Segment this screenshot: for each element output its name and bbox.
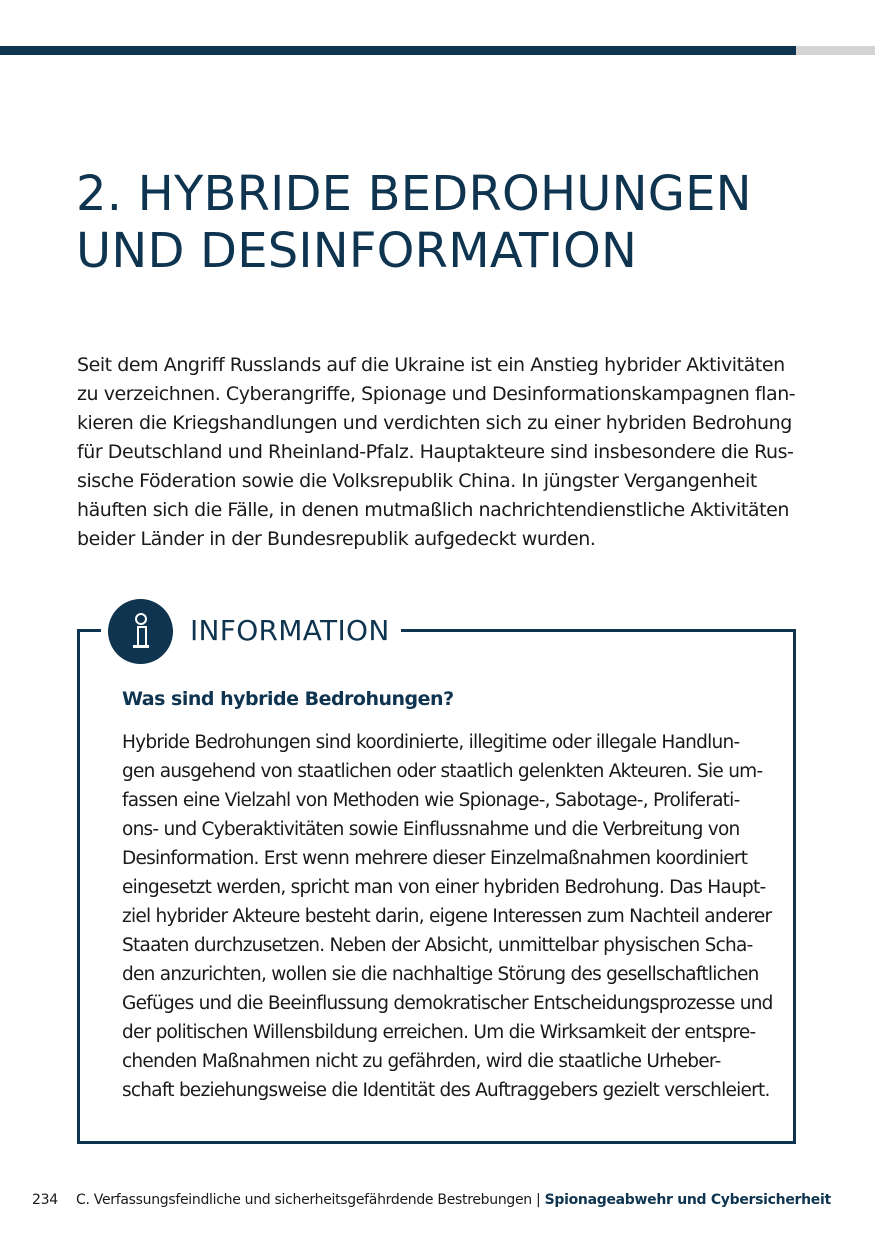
footer-section: Spionageabwehr und Cybersicherheit: [544, 1192, 831, 1208]
info-icon: [108, 599, 173, 664]
page-title: [76, 166, 836, 280]
intro-line: häuften sich die Fälle, in denen mutmaßlich nachrichtendienstliche Aktivitäten: [77, 499, 789, 521]
intro-line: für Deutschland und Rheinland-Pfalz. Hauptakteure sind insbesondere die Rus-: [77, 441, 794, 463]
info-line: den anzurichten, wollen sie die nachhaltige Störung des gesellschaftlichen: [122, 964, 759, 985]
info-line: ons- und Cyberaktivitäten sowie Einflussnahme und die Verbreitung von: [122, 819, 740, 840]
info-icon-base: [133, 645, 149, 648]
intro-paragraph: [77, 351, 797, 554]
page-footer: [32, 1190, 831, 1210]
info-icon-stem: [137, 626, 147, 646]
title-line: UND DESINFORMATION: [76, 223, 638, 279]
top-accent-bar: [0, 46, 796, 55]
info-line: ziel hybrider Akteure besteht darin, eigene Interessen zum Nachteil anderer: [122, 906, 772, 927]
info-line: eingesetzt werden, spricht man von einer hybriden Bedrohung. Das Haupt-: [122, 877, 766, 898]
info-line: schaft beziehungsweise die Identität des Auftraggebers gezielt verschleiert.: [122, 1080, 770, 1101]
information-body: [122, 728, 772, 1105]
info-line: Desinformation. Erst wenn mehrere dieser Einzelmaßnahmen koordiniert: [122, 848, 748, 869]
info-line: Hybride Bedrohungen sind koordinierte, illegitime oder illegale Handlun-: [122, 732, 740, 753]
page-number: 234: [32, 1192, 58, 1208]
info-line: der politischen Willensbildung erreichen. Um die Wirksamkeit der entspre-: [122, 1022, 756, 1043]
footer-chapter: C. Verfassungsfeindliche und sicherheitsgefährdende Bestrebungen |: [76, 1192, 545, 1208]
intro-line: zu verzeichnen. Cyberangriffe, Spionage und Desinformationskampagnen flan-: [77, 383, 796, 405]
info-line: gen ausgehend von staatlichen oder staatlich gelenkten Akteuren. Sie um-: [122, 761, 763, 782]
intro-line: beider Länder in der Bundesrepublik aufgedeckt wurden.: [77, 528, 596, 550]
information-subtitle: Was sind hybride Bedrohungen?: [122, 688, 454, 710]
top-accent-bar-grey: [796, 46, 875, 55]
info-line: fassen eine Vielzahl von Methoden wie Spionage-, Sabotage-, Proliferati-: [122, 790, 740, 811]
info-line: Staaten durchzusetzen. Neben der Absicht, unmittelbar physischen Scha-: [122, 935, 753, 956]
intro-line: sische Föderation sowie die Volksrepublik China. In jüngster Vergangenheit: [77, 470, 757, 492]
title-line: 2. HYBRIDE BEDROHUNGEN: [76, 166, 752, 222]
info-icon-dot: [135, 613, 147, 625]
info-line: Gefüges und die Beeinflussung demokratischer Entscheidungsprozesse und: [122, 993, 773, 1014]
intro-line: Seit dem Angriff Russlands auf die Ukraine ist ein Anstieg hybrider Aktivitäten: [77, 354, 785, 376]
information-heading: INFORMATION: [190, 614, 390, 647]
intro-line: kieren die Kriegshandlungen und verdichten sich zu einer hybriden Bedrohung: [77, 412, 792, 434]
info-line: chenden Maßnahmen nicht zu gefährden, wird die staatliche Urheber-: [122, 1051, 721, 1072]
